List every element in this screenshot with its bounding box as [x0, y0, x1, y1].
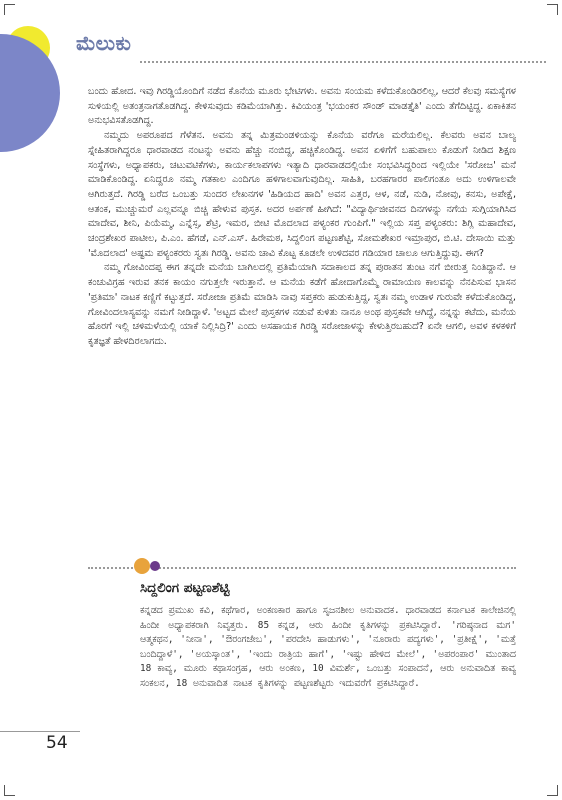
decorative-purple-dot: [150, 561, 160, 571]
bio-text: ಕನ್ನಡದ ಪ್ರಮುಖ ಕವಿ, ಕಥೆಗಾರ, ಅಂಕಣಕಾರ ಹಾಗೂ ಸೃಜನಶೀಲ ಅನುವಾದಕ. ಧಾರವಾಡದ ಕರ್ನಾಟಕ ಕಾಲೇಜಿನಲ್ಲಿ ಹಿಂದೀ ಅಧ್ಯಾಪಕರಾಗಿ ನಿವೃತ್ತರು. 85 ಕನ್ನಡ, ಆರು ಹಿಂದೀ ಕೃತಿಗಳನ್ನು ಪ್ರಕಟಿಸಿದ್ದಾರೆ. 'ಗರಿಷ್ಠನಾದ ಮಗ' ಆತ್ಮಕಥನ, 'ನೀನಾ', 'ಔರಂಗಜೇಬ', 'ಪರದೇಸಿ ಹಾಡುಗಳು', 'ನೂರಾರು ಪದ್ಯಗಳು', 'ಪ್ರತೀಕ್ಷೆ', 'ಮತ್ತೆ ಬಂದಿದ್ದಾಳೆ', 'ಅಯಸ್ಕಾಂತ', 'ಇಂದು ರಾತ್ರಿಯ ಹಾಗೆ', 'ಇಷ್ಟು ಹೇಳಿದ ಮೇಲೆ', 'ಅಪರಂಪಾರ' ಮುಂತಾದ 18 ಕಾವ್ಯ, ಮೂರು ಕಥಾಸಂಗ್ರಹ, ಆರು ಅಂಕಣ, 10 ವಿಮರ್ಶೆ, ಒಂಬತ್ತು ಸಂಪಾದನೆ, ಆರು ಅನುವಾದಿತ ಕಾವ್ಯ ಸಂಕಲನ, 18 ಅನುವಾದಿತ ನಾಟಕ ಕೃತಿಗಳನ್ನು ಪಟ್ಟಣಶೆಟ್ಟರು ಇದುವರೆಗೆ ಪ್ರಕಟಿಸಿದ್ದಾರೆ.: [140, 605, 516, 689]
crop-mark-top-right: [547, 4, 558, 15]
header-dotted-rule: [140, 61, 546, 63]
paragraph: ನಮ್ಮ ಗೋವಿಂದಪ್ಪ ಈಗ ತನ್ನದೇ ಮನೆಯ ಬಾಗಿಲದಲ್ಲಿ ಪ್ರತಿಮೆಯಾಗಿ ಸದಾಕಾಲದ ತನ್ನ ಪುರಾತನ ತುಂಟ ನಗೆ ಬೀರುತ್ತ ನಿಂತಿದ್ದಾನೆ. ಆ ಕಂಚುವಿಗ್ರಹ ಇರುವ ತನಕ ಕಾಯಂ ನಗುತ್ತಲೇ ಇರುತ್ತಾನೆ. ಆ ಮನೆಯ ಕಡೆಗೆ ಹೋದಾಗೊಮ್ಮೆ ರಾಮಾಯಣ ಕಾಲವನ್ನು ನೆನಪಿಸುವ ಭಾಸನ 'ಪ್ರತಿಮಾ' ನಾಟಕ ಕಣ್ಣಿಗೆ ಕಟ್ಟುತ್ತದೆ. ಸರೋಜಾ ಪ್ರತಿಮೆ ಮಾಡಿಸಿ ನಾವು ಸಪ್ತಕರು ಹುಡುಕುತ್ತಿದ್ದ, ಸ್ವತಃ ನಮ್ಮ ಉಡಾಳ ಗುರುವೇ ಕಳೆದುಕೊಂಡಿದ್ದ, ಗೋವಿಂದಲಾಸ್ಯವನ್ನು ನಮಗೆ ನೀಡಿದ್ದಾಳೆ. 'ಅಟ್ಟದ ಮೇಲೆ ಪುಸ್ತಕಗಳ ನಡುವೆ ಕುಳಿತು ನಾನೂ ಅಂಥ ಪುಸ್ತಕವೇ ಆಗಿದ್ದೆ, ನನ್ನನ್ನು ಕಟೆದು, ಮನೆಯ ಹೊರಗೆ ಇಲ್ಲಿ ಚಳಿಮಳೆಯಲ್ಲಿ ಯಾಕೆ ನಿಲ್ಲಿಸಿದ್ರಿ?' ಎಂದು ಅಸಹಾಯಕ ಗಿರಡ್ಡಿ ಸರೋಜಾಳನ್ನು ಕೇಳುತ್ತಿರಬಹುದೆ? ಏನೇ ಆಗಲಿ, ಅವಳ ಕಳಕಳಿಗೆ ಕೃತಜ್ಞತೆ ಹೇಳದಿರಲಾಗದು.: [88, 262, 516, 347]
page-number: 54: [46, 733, 68, 753]
paragraph: ನಮ್ಮದು ಅಪರೂಪದ ಗೆಳೆತನ. ಅವನು ತನ್ನ ಮಿತ್ರಮಂಡಳಿಯನ್ನು ಕೊನೆಯ ವರೆಗೂ ಮರೆಯಲಿಲ್ಲ. ಕೆಲವರು ಅವನ ಬಾಲ್ಯ ಸ್ನೇಹಿತರಾಗಿದ್ದರೂ ಧಾರವಾಡದ ನಂಟನ್ನು ಅವನು ಹೆಚ್ಚು ನಂಬಿದ್ದ, ಹಚ್ಚಿಕೊಂಡಿದ್ದ. ಅವನ ಏಳಿಗೆಗೆ ಬಹುಪಾಲು ಕೊಡುಗೆ ನೀಡಿದ ಶಿಕ್ಷಣ ಸಂಸ್ಥೆಗಳು, ಅಧ್ಯಾಪಕರು, ಚಟುವಟಿಕೆಗಳು, ಕಾರ್ಯಕಲಾಪಗಳು ಇತ್ಯಾದಿ ಧಾರವಾಡದಲ್ಲಿಯೇ ಸಂಭವಿಸಿದ್ದರಿಂದ ಇಲ್ಲಿಯೇ 'ಸರೋಜ' ಮನೆ ಮಾಡಿಕೊಂಡಿದ್ದ. ಏನಿದ್ದರೂ ನಮ್ಮ ಗತಕಾಲ ಎಂದಿಗೂ ಹಳಿಗಾಲವಾಗುವುದಿಲ್ಲ. ಸಾಹಿತಿ, ಬರಹಗಾರರ ಪಾಲಿಗಂತೂ ಅದು ಉಳಿಗಾಲವೇ ಆಗಿರುತ್ತದೆ. ಗಿರಡ್ಡಿ ಬರೆದ ಒಂಬತ್ತು ಸುಂದರ ಲೇಖನಗಳ 'ಹಿಡಿಯದ ಹಾದಿ' ಅವನ ಎತ್ತರ, ಆಳ, ನಡೆ, ನುಡಿ, ನೋವು, ಕನಸು, ಅಪೇಕ್ಷೆ, ಆತಂಕ, ಮುಚ್ಚುಮರೆ ಎಲ್ಲವನ್ನೂ ಬಿಚ್ಚಿ ಹೇಳುವ ಪುಸ್ತಕ. ಅದರ ಅರ್ಪಣೆ ಹೀಗಿದೆ: "ವಿದ್ಯಾರ್ಥಿಜೀವನದ ದಿನಗಳನ್ನು ನಗೆಯ ಸುಗ್ಗಿಯಾಗಿಸಿದ ಮಾದೇವ, ಶೀನಿ, ಪಿಯೆಮ್ಮ, ಎನ್ನೆಸ್ಸ, ಶೆಟ್ರಿ, ಇಮರ, ಬೀಟಿ ಮೊದಲಾದ ಪಳ್ಯಂಕರ ಗುಂಪಿಗೆ." ಇಲ್ಲಿಯ ಸಪ್ತ ಪಳ್ಯಂಕರು: ಶಿಗ್ಲಿ ಮಹಾದೇವ, ಚಂದ್ರಶೇಖರ ಪಾಟೀಲ, ಪಿ.ಎಂ. ಹೆಗಡೆ, ಎನ್.ಎಸ್. ಹಿರೇಮಠ, ಸಿದ್ದಲಿಂಗ ಪಟ್ಟಣಶೆಟ್ಟಿ, ಸೋಮಶೇಖರ ಇಮ್ರಾಪುರ, ಬಿ.ಟಿ. ದೇಸಾಯಿ ಮತ್ತು 'ಮೊದಲಾದ' ಅಷ್ಟಮ ಪಳ್ಯಂಕರರು ಸ್ವತಃ ಗಿರಡ್ಡಿ. ಅವನು ಚಾವಿ ಕೊಟ್ಟ ಕೂಡಲೇ ಉಳಿದವರ ಗಡಿಯಾರ ಚಾಲೂ ಆಗುತ್ತಿದ್ದುವು. ಈಗ?: [88, 130, 516, 259]
paragraph: ಬಂದು ಹೋದ. ಇವು ಗಿರಡ್ಡಿಯೊಂದಿಗೆ ನಡೆದ ಕೊನೆಯ ಮೂರು ಭೇಟಿಗಳು. ಅವನು ಸಂಯಮ ಕಳೆದುಕೊಂಡಿರಲಿಲ್ಲ, ಆದರೆ ಕೆಲವು ಸಮಸ್ಯೆಗಳ ಸುಳಿಯಲ್ಲಿ ಅತಂತ್ರನಾಗತೊಡಗಿದ್ದ. ಕೇಳಿಸುವುದು ಕಡಿಮೆಯಾಗಿತ್ತು. ಕಿವಿಯಂತ್ರ 'ಭಯಂಕರ ಸೌಂಡ್ ಮಾಡತ್ತೈತಿ' ಎಂದು ತೆಗೆದಿಟ್ಟಿದ್ದ. ಏಕಾಕಿತನ ಅನುಭವಿಸತೊಡಗಿದ್ದ.: [88, 86, 516, 127]
section-title: ಮೆಲುಕು: [76, 31, 132, 55]
page-number-rule: [0, 731, 80, 732]
crop-mark-bottom-right: [547, 785, 558, 796]
article-body: [88, 85, 516, 350]
decorative-orange-dot: [134, 558, 150, 574]
crop-mark-bottom-left: [4, 785, 15, 796]
bio-title: ಸಿದ್ದಲಿಂಗ ಪಟ್ಟಣಶೆಟ್ಟಿ: [140, 580, 230, 596]
decorative-blue-circle: [0, 34, 60, 152]
crop-mark-top-left: [4, 4, 15, 15]
